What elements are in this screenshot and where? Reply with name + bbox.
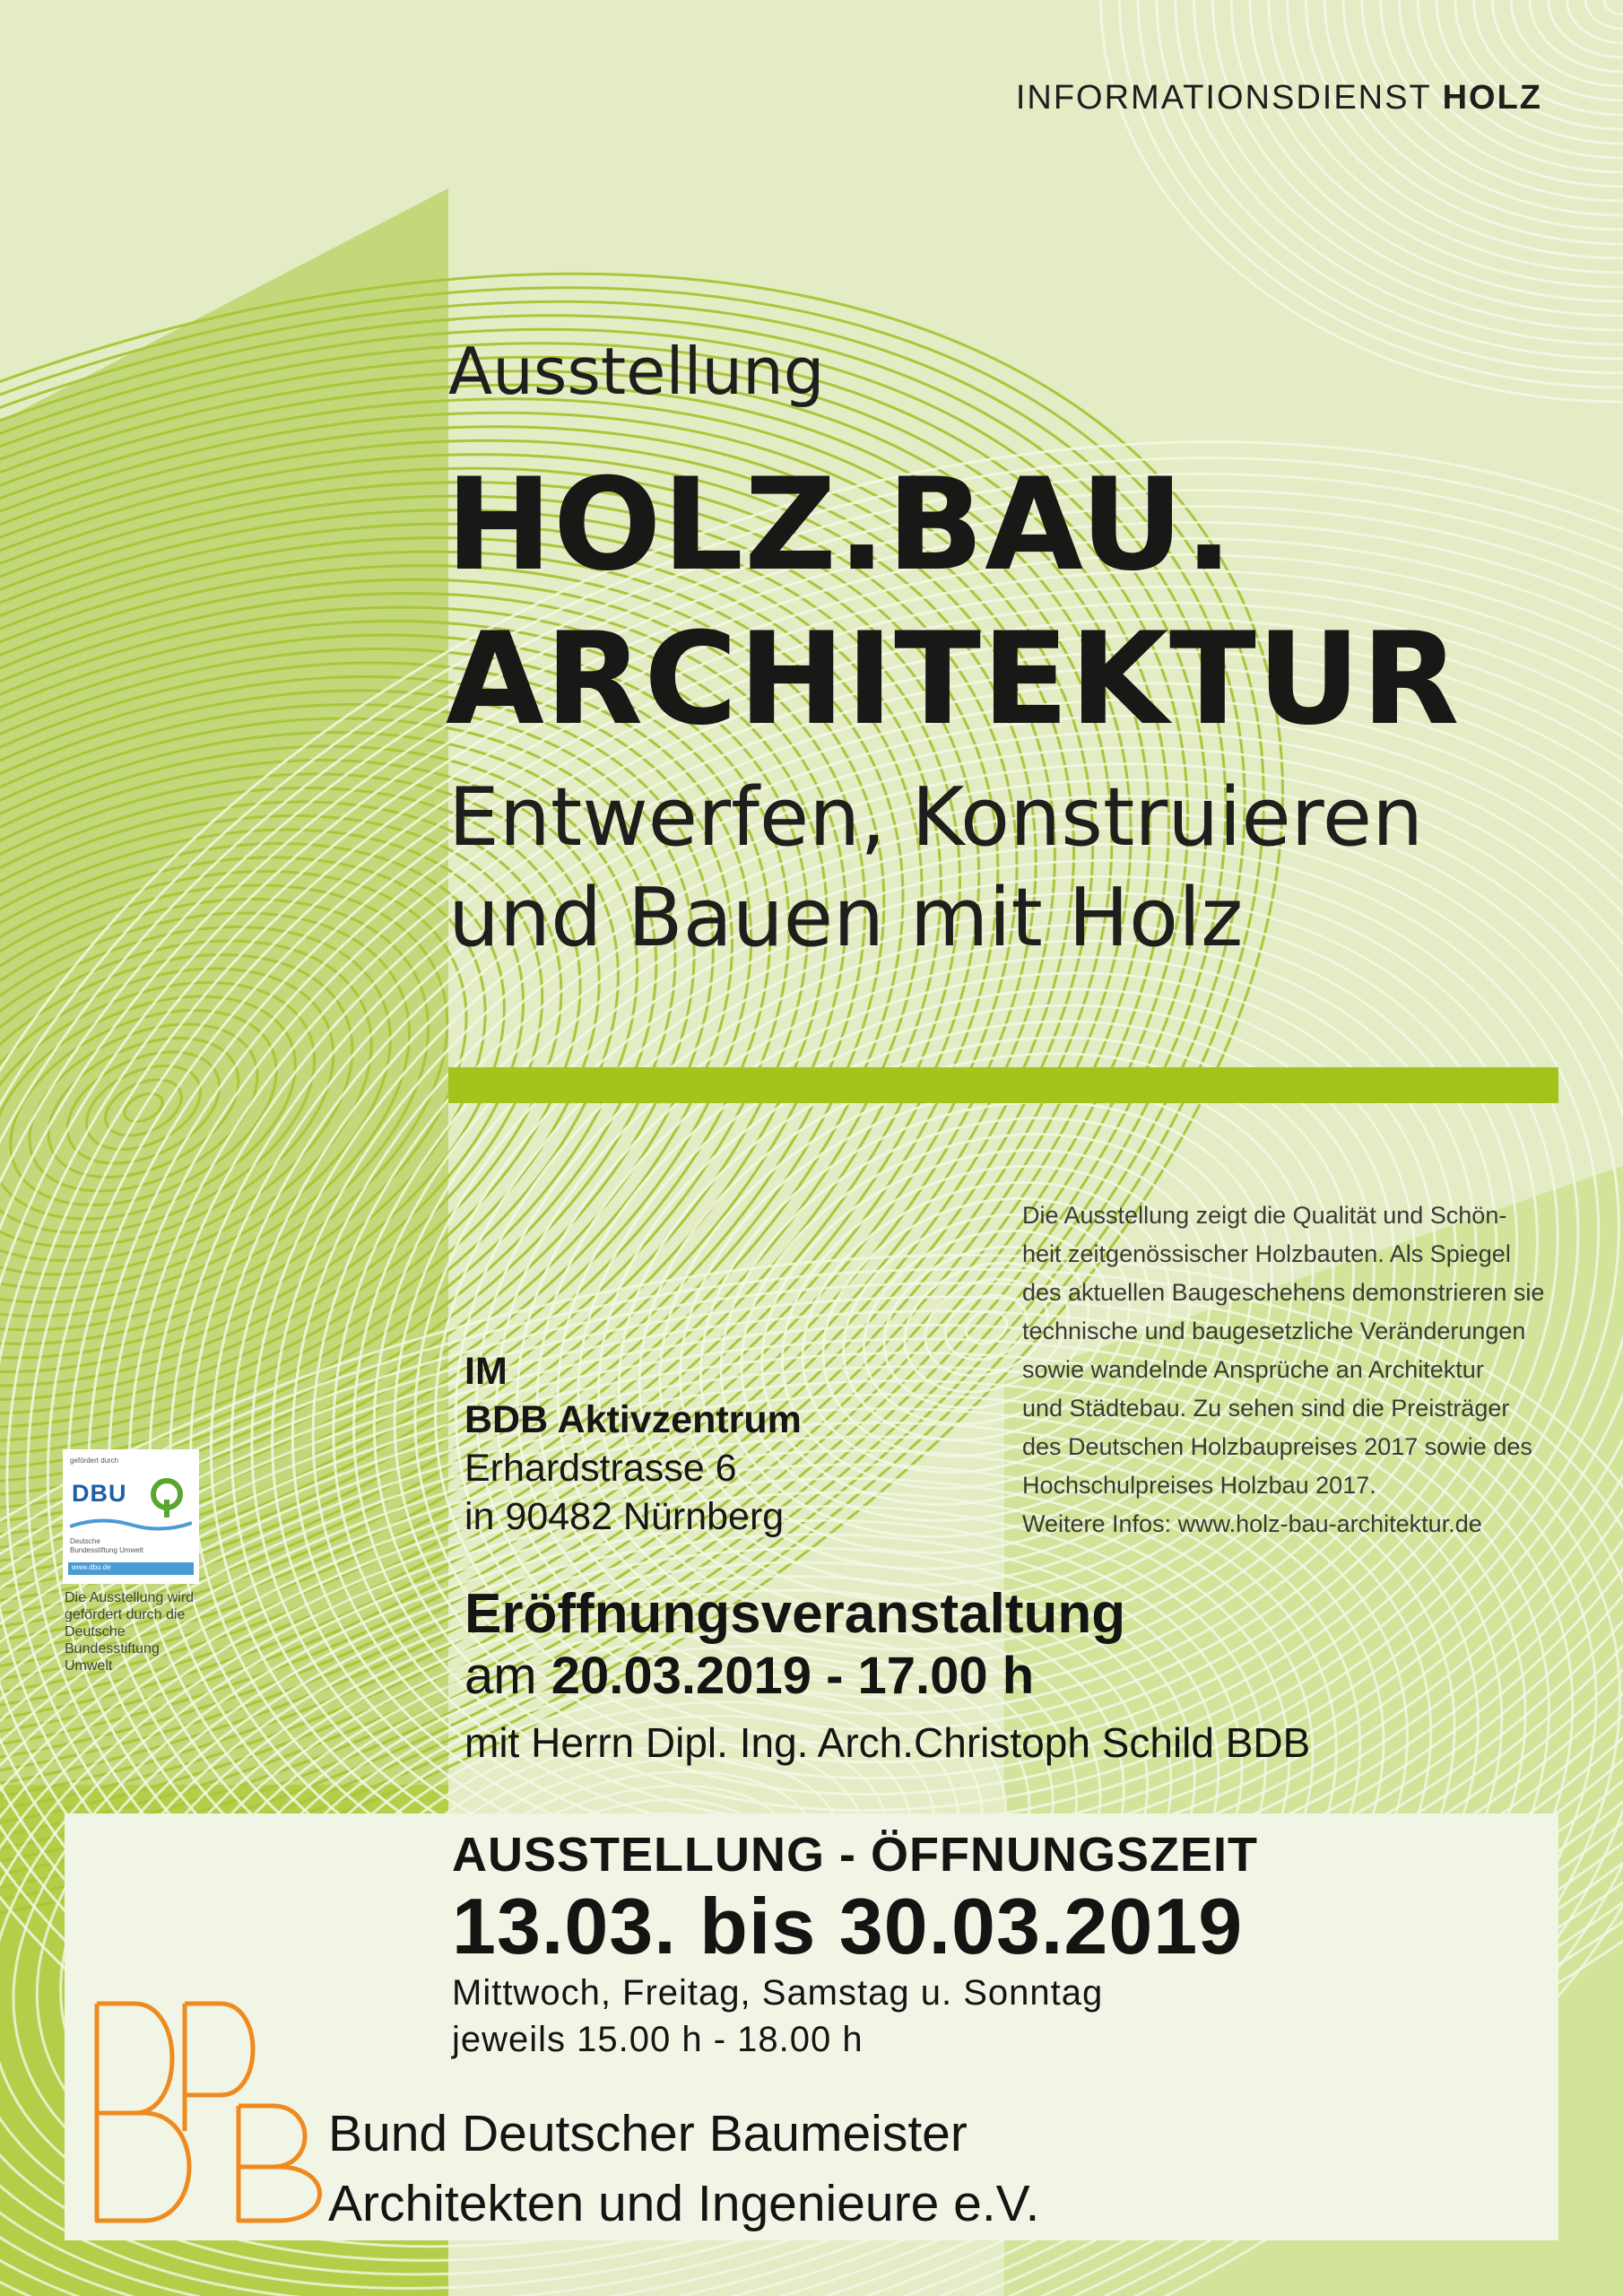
exhibition-title xyxy=(446,448,1461,757)
description-line: technische und baugesetzliche Veränderungen xyxy=(1022,1318,1526,1344)
description-line: Die Ausstellung zeigt die Qualität und Schön- xyxy=(1022,1202,1507,1229)
dbu-tree-icon xyxy=(149,1476,188,1521)
venue-prefix: IM xyxy=(464,1350,508,1393)
title-line-2: ARCHITEKTUR xyxy=(446,605,1461,753)
description-line: des Deutschen Holzbaupreises 2017 sowie des xyxy=(1022,1433,1532,1460)
dbu-wave-icon xyxy=(70,1516,192,1534)
organization-line-2: Architekten und Ingenieure e.V. xyxy=(328,2175,1040,2232)
brand-light: INFORMATIONSDIENST xyxy=(1015,79,1431,117)
brand-header xyxy=(1016,79,1542,117)
exhibition-description xyxy=(1022,1196,1578,1544)
dbu-logo-text: DBU xyxy=(72,1480,127,1507)
dbu-logo xyxy=(63,1449,199,1584)
dbu-funded-by: gefördert durch xyxy=(70,1457,119,1465)
opening-date: 20.03.2019 - 17.00 h xyxy=(551,1647,1035,1705)
venue-city: in 90482 Nürnberg xyxy=(464,1495,785,1538)
opening-date-prefix: am xyxy=(464,1647,537,1705)
venue-name: BDB Aktivzentrum xyxy=(464,1398,802,1441)
hours-times: jeweils 15.00 h - 18.00 h xyxy=(452,2020,864,2059)
dbu-url: www.dbu.de xyxy=(72,1563,111,1571)
hours-heading: AUSSTELLUNG - ÖFFNUNGSZEIT xyxy=(452,1828,1258,1882)
description-line: und Städtebau. Zu sehen sind die Preisträger xyxy=(1022,1395,1510,1422)
title-line-1: HOLZ.BAU. xyxy=(446,451,1234,599)
organization-name xyxy=(328,2099,1039,2239)
dbu-caption: Die Ausstellung wird gefördert durch die Deutsche Bundesstiftung Umwelt xyxy=(65,1590,195,1674)
kicker: Ausstellung xyxy=(448,334,825,409)
description-line: heit zeitgenössischer Holzbauten. Als Spiegel xyxy=(1022,1240,1511,1267)
brand-bold: HOLZ xyxy=(1442,79,1542,117)
description-line: des aktuellen Baugeschehens demonstrieren sie xyxy=(1022,1279,1545,1306)
subtitle-line-1: Entwerfen, Konstruieren xyxy=(448,770,1424,865)
organization-line-1: Bund Deutscher Baumeister xyxy=(328,2105,968,2162)
opening-hours xyxy=(452,1826,1258,2063)
dbu-name-line-1: Deutsche xyxy=(70,1537,100,1545)
hours-date-range: 13.03. bis 30.03.2019 xyxy=(452,1882,1244,1970)
accent-bar xyxy=(448,1067,1558,1103)
bdb-logo xyxy=(79,1996,330,2226)
opening-event xyxy=(464,1584,1310,1774)
subtitle-line-2: und Bauen mit Holz xyxy=(448,871,1244,965)
dbu-name-line-2: Bundesstiftung Umwelt xyxy=(70,1546,143,1554)
description-line: Weitere Infos: www.holz-bau-architektur.de xyxy=(1022,1510,1482,1537)
opening-guest: mit Herrn Dipl. Ing. Arch.Christoph Schild BDB xyxy=(464,1719,1311,1766)
opening-date-line xyxy=(464,1645,1310,1708)
hours-days: Mittwoch, Freitag, Samstag u. Sonntag xyxy=(452,1973,1104,2013)
venue-address xyxy=(464,1347,802,1541)
description-line: Hochschulpreises Holzbau 2017. xyxy=(1022,1472,1376,1499)
venue-street: Erhardstrasse 6 xyxy=(464,1447,737,1490)
opening-title: Eröffnungsveranstaltung xyxy=(464,1583,1126,1645)
description-line: sowie wandelnde Ansprüche an Architektur xyxy=(1022,1356,1484,1383)
exhibition-subtitle xyxy=(448,768,1423,969)
